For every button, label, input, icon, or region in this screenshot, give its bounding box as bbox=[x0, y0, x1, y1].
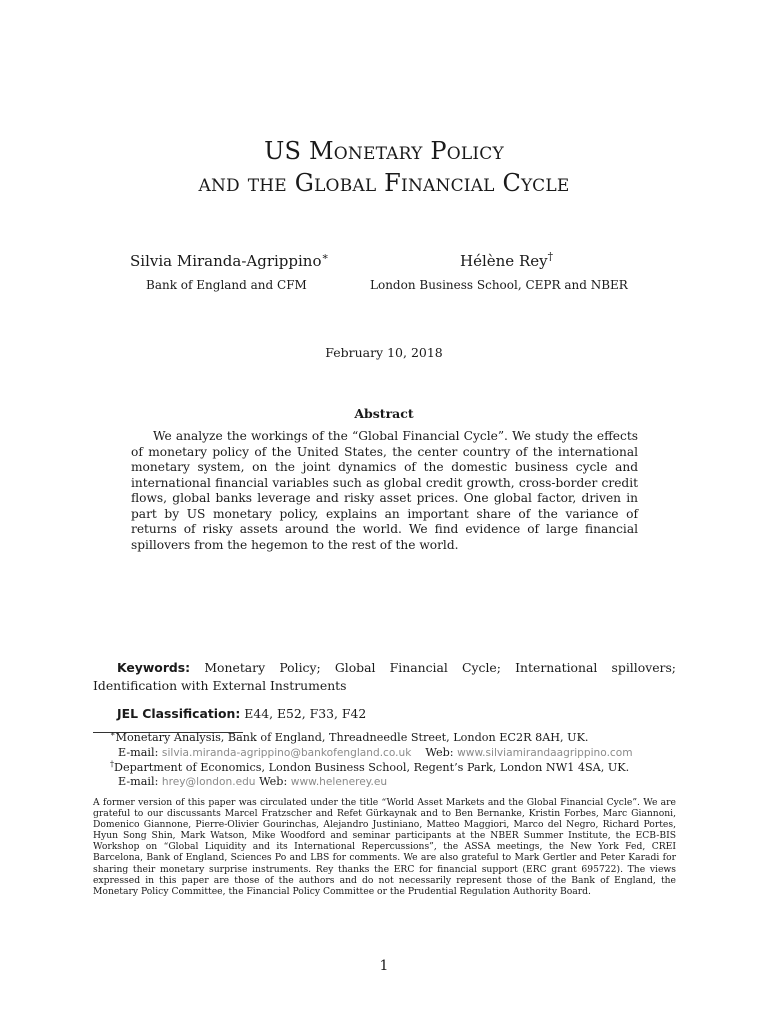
footnote-2-mark: † bbox=[110, 759, 115, 769]
author-2-mark: † bbox=[547, 250, 553, 263]
footnote-2-contact bbox=[118, 775, 387, 789]
author-2-affiliation: London Business School, CEPR and NBER bbox=[370, 278, 628, 292]
footnote-1-email-label: E-mail: bbox=[118, 746, 159, 759]
footnote-1 bbox=[110, 731, 589, 744]
footnote-2-email-link[interactable]: hrey@london.edu bbox=[161, 776, 256, 788]
paper-title-line-2: and the Global Financial Cycle bbox=[198, 169, 570, 197]
footnote-1-mark: ∗ bbox=[110, 729, 116, 739]
footnote-2-email-label: E-mail: bbox=[118, 775, 159, 788]
author-2 bbox=[460, 252, 553, 270]
author-1-name: Silvia Miranda-Agrippino bbox=[130, 252, 322, 270]
author-1-mark: ∗ bbox=[321, 250, 329, 263]
footnote-2-web-label: Web: bbox=[259, 775, 288, 788]
abstract-heading: Abstract bbox=[354, 406, 414, 421]
page-number: 1 bbox=[379, 958, 389, 974]
jel-codes: E44, E52, F33, F42 bbox=[244, 706, 367, 721]
footnote-1-web-link[interactable]: www.silviamirandaagrippino.com bbox=[457, 747, 633, 759]
footnote-2-address: Department of Economics, London Business School, Regent’s Park, London NW1 4SA, UK. bbox=[114, 761, 630, 774]
footnote-2-web-link[interactable]: www.helenerey.eu bbox=[290, 776, 388, 788]
author-1 bbox=[130, 252, 329, 270]
jel-classification bbox=[117, 706, 366, 721]
footnote-1-address: Monetary Analysis, Bank of England, Threadneedle Street, London EC2R 8AH, UK. bbox=[115, 731, 589, 744]
author-2-name: Hélène Rey bbox=[460, 252, 548, 270]
footnote-1-contact bbox=[118, 746, 633, 760]
jel-label: JEL Classification: bbox=[117, 706, 241, 721]
keywords-text: Monetary Policy; Global Financial Cycle; International spillovers; Identification with External Instruments bbox=[93, 660, 676, 693]
footnote-2 bbox=[110, 761, 629, 774]
footnote-1-web-label: Web: bbox=[425, 746, 454, 759]
keywords-label: Keywords: bbox=[117, 660, 191, 675]
abstract-text: We analyze the workings of the “Global Financial Cycle”. We study the effects of monetary policy of the United States, the center country of the international monetary system, on the joint dynamics of the domestic business cycle and international financial variables such as global credit growth, cross-border credit flows, global banks leverage and risky asset prices. One global factor, driven in part by US monetary policy, explains an important share of the variance of returns of risky assets around the world. We find evidence of large financial spillovers from the hegemon to the rest of the world. bbox=[131, 429, 638, 552]
paper-date: February 10, 2018 bbox=[325, 345, 443, 360]
author-1-affiliation: Bank of England and CFM bbox=[146, 278, 307, 292]
footnote-1-email-link[interactable]: silvia.miranda-agrippino@bankofengland.co.uk bbox=[161, 747, 412, 759]
keywords bbox=[93, 659, 676, 694]
acknowledgements: A former version of this paper was circulated under the title “World Asset Markets and the Global Financial Cycle”. We are grateful to our discussants Marcel Fratzscher and Refet Gürkaynak and to Ben Bernanke, Kristin Forbes, Marc Giannoni, Domenico Giannone, Pierre-Olivier Gourinchas, Alejandro Justiniano, Matteo Maggiori, Marco del Negro, Richard Portes, Hyun Song Shin, Mark Watson, Mike Woodford and seminar participants at the NBER Summer Institute, the ECB-BIS Workshop on “Global Liquidity and its International Repercussions”, the ASSA meetings, the New York Fed, CREI Barcelona, Bank of England, Sciences Po and LBS for comments. We are also grateful to Mark Gertler and Peter Karadi for sharing their monetary surprise instruments. Rey thanks the ERC for financial support (ERC grant 695722). The views expressed in this paper are those of the authors and do not necessarily represent those of the Bank of England, the Monetary Policy Committee, the Financial Policy Committee or the Prudential Regulation Authority Board. bbox=[93, 797, 676, 897]
paper-title-line-1: US Monetary Policy bbox=[264, 137, 504, 165]
